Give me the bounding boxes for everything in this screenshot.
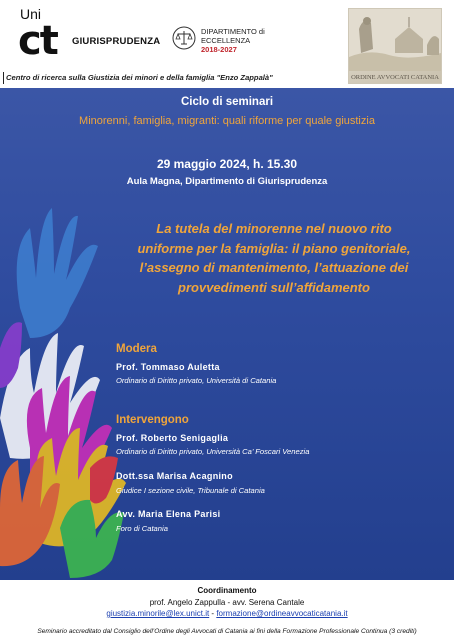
speakers-label: Intervengono (116, 414, 189, 426)
seminar-title-line: uniforme per la famiglia: il piano genitoriale, (137, 240, 411, 256)
seminar-cycle-label: Ciclo di seminari (180, 96, 274, 108)
speaker-name: Prof. Roberto Senigaglia (116, 433, 229, 443)
ordine-avvocati-logo (348, 8, 442, 84)
unict-logo (20, 6, 68, 66)
dipartimento-eccellenza (201, 27, 265, 54)
scales-of-justice-icon (172, 26, 196, 50)
coordination-emails (0, 609, 454, 618)
ordine-statue-illustration (349, 9, 441, 71)
seminar-series-title: Minorenni, famiglia, migranti: quali riforme per quale giustizia (79, 115, 375, 127)
speaker-role: Ordinario di Diritto privato, Università Ca’ Foscari Venezia (116, 447, 310, 456)
email-link-formazione[interactable]: formazione@ordineavvocaticatania.it (216, 609, 348, 618)
email-link-giustizia[interactable]: giustizia.minorile@lex.unict.it (106, 609, 210, 618)
department-name: GIURISPRUDENZA (72, 36, 161, 47)
speaker-role: Foro di Catania (116, 524, 168, 533)
ordine-caption: ORDINE AVVOCATI CATANIA (351, 74, 439, 81)
coordination-title: Coordinamento (197, 586, 257, 595)
unict-logo-uni: Uni (20, 6, 42, 22)
seminar-title-line: provvedimenti sull’affidamento (178, 279, 370, 295)
dipartimento-line2: ECCELLENZA (201, 36, 251, 45)
dipartimento-years: 2018-2027 (201, 45, 237, 54)
accreditation-footer: Seminario accreditato dal Consiglio dell’Ordine degli Avvocati di Catania ai fini della Formazione Professionale Continua (3 crediti) (37, 628, 417, 635)
seminar-title (104, 219, 444, 297)
moderator-label: Modera (116, 343, 157, 355)
seminar-title-line: La tutela del minorenne nel nuovo rito (156, 221, 392, 236)
event-date: 29 maggio 2024, h. 15.30 (156, 157, 298, 171)
speaker-name: Dott.ssa Marisa Acagnino (116, 471, 233, 481)
research-center-line: Centro di ricerca sulla Giustizia dei minori e della famiglia "Enzo Zappalà" (3, 72, 346, 84)
coordination-names: prof. Angelo Zappulla - avv. Serena Cantale (149, 598, 305, 607)
speaker-role: Giudice I sezione civile, Tribunale di Catania (116, 486, 265, 495)
speaker-name: Avv. Maria Elena Parisi (116, 509, 221, 519)
email-separator: - (209, 609, 217, 618)
dipartimento-line1: DIPARTIMENTO di (201, 27, 265, 36)
unict-logo-ct: ct (18, 18, 57, 64)
moderator-role: Ordinario di Diritto privato, Università di Catania (116, 376, 277, 385)
moderator-name: Prof. Tommaso Auletta (116, 362, 220, 372)
event-location: Aula Magna, Dipartimento di Giurisprudenza (126, 176, 328, 187)
seminar-title-line: l’assegno di mantenimento, l’attuazione dei (139, 260, 409, 275)
